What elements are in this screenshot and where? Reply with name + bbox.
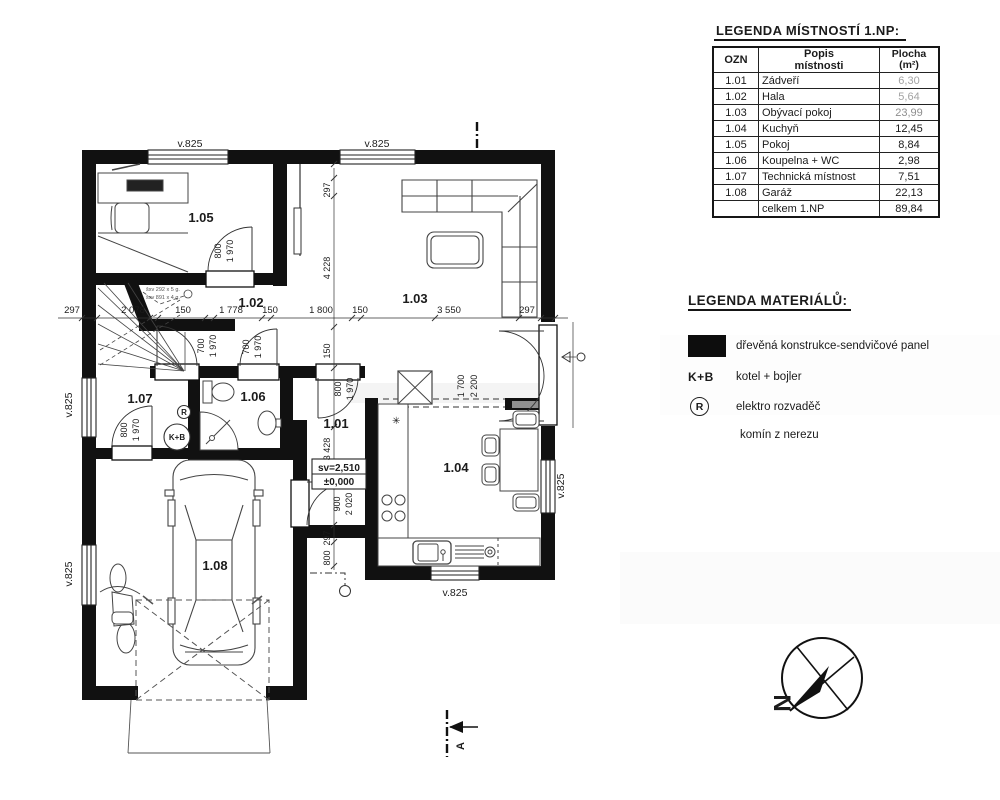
motorcycle-icon (100, 564, 140, 653)
north-label: N (768, 694, 795, 712)
dim-v-297-top: 297 (322, 182, 332, 198)
level-note-zero: ±0,000 (323, 477, 355, 488)
table-row: 1.01 Zádveří 6,30 (713, 73, 939, 89)
room-label-101: 1.01 (323, 416, 349, 431)
door-107-width: 700 (196, 338, 206, 354)
window-label-top-1: v.825 (177, 138, 203, 150)
window-label-left-2: v.825 (63, 561, 75, 587)
header-popis: Popis místnosti (759, 47, 880, 73)
door-106-width: 700 (241, 339, 251, 355)
dim-h-1778: 1 778 (219, 305, 243, 316)
dishwasher-symbol: ✳ (392, 416, 401, 427)
room-label-103: 1.03 (402, 291, 428, 306)
table-row: 1.08 Garáž 22,13 (713, 185, 939, 201)
table-row: 1.02 Hala 5,64 (713, 89, 939, 105)
driveway (128, 700, 270, 753)
door-101-width: 800 (333, 381, 343, 397)
wood-construction-swatch (688, 335, 726, 357)
table-row: 1.07 Technická místnost 7,51 (713, 169, 939, 185)
room-label-106: 1.06 (240, 389, 266, 404)
chimney-symbol (310, 573, 351, 597)
materials-legend-title: LEGENDA MATERIÁLŮ: (688, 293, 851, 311)
window-label-bottom: v.825 (442, 587, 468, 599)
dim-h-150-a: 150 (175, 305, 191, 316)
r-circle-icon: R (690, 397, 709, 416)
dining-table (500, 429, 538, 491)
dim-v-297-bottom: 297 (322, 530, 332, 546)
section-label: A (455, 742, 467, 750)
header-ozn: OZN (713, 47, 759, 73)
dim-h-297-right: 297 (519, 305, 535, 316)
dim-h-1800: 1 800 (309, 305, 333, 316)
door-105-width: 800 (213, 243, 223, 259)
dim-h-2078: 2 078 (121, 305, 145, 316)
door-height-circle (577, 353, 585, 361)
kb-symbol: K+B (688, 370, 714, 384)
room-label-104: 1.04 (443, 460, 469, 475)
window-label-right: v.825 (555, 473, 567, 499)
materials-legend (688, 292, 988, 454)
dim-h-297-left: 297 (64, 305, 80, 316)
room-label-107: 1.07 (127, 391, 153, 406)
legend-item-chimney: komín z nerezu (740, 429, 819, 441)
door-garage-107-width: 800 (119, 422, 129, 438)
door-garage-107-height: 1 970 (131, 418, 141, 442)
legend-item-wood: dřevěná konstrukce-sendvičové panel (688, 335, 988, 357)
switchboard-label: R (181, 408, 187, 417)
door-106-height: 1 970 (253, 335, 263, 359)
table-total-row: celkem 1.NP 89,84 (713, 201, 939, 218)
dim-h-3550: 3 550 (437, 305, 461, 316)
dim-v-3428: 3 428 (322, 437, 332, 461)
stair-note-2: šxv 891 x 4 g. (146, 295, 180, 301)
door-garage-height: 2 020 (344, 492, 354, 516)
bedroom-furniture (98, 164, 188, 272)
dim-h-150-c: 150 (352, 305, 368, 316)
room-legend (712, 22, 940, 218)
table-row: 1.05 Pokoj 8,84 (713, 137, 939, 153)
door-105-height: 1 970 (225, 239, 235, 263)
room-legend-table (712, 46, 940, 218)
dim-v-150: 150 (322, 343, 332, 359)
door-garage-width: 900 (332, 496, 342, 512)
level-note-height: sv=2,510 (318, 463, 360, 474)
window-label-left-1: v.825 (63, 392, 75, 418)
wall-grey-infill (512, 401, 542, 408)
header-plocha: Plocha (m²) (880, 47, 940, 73)
legend-item-boiler: K+B kotel + bojler (688, 370, 802, 384)
room-label-102: 1.02 (238, 295, 264, 310)
table-row: 1.04 Kuchyň 12,45 (713, 121, 939, 137)
table-row: 1.06 Koupelna + WC 2,98 (713, 153, 939, 169)
kitchen-opening-width: 1 700 (456, 374, 466, 398)
kitchen-opening-height: 2 200 (469, 374, 479, 398)
door-101-height: 1 970 (345, 377, 355, 401)
room-legend-title: LEGENDA MÍSTNOSTÍ 1.NP: (714, 23, 906, 41)
legend-item-switchboard: R elektro rozvaděč (688, 397, 988, 416)
window-label-top-2: v.825 (364, 138, 390, 150)
dim-v-800: 800 (322, 550, 332, 566)
dim-v-4228: 4 228 (322, 256, 332, 280)
boiler-label: K+B (168, 433, 186, 442)
table-row: 1.03 Obývací pokoj 23,99 (713, 105, 939, 121)
section-line-marks (447, 122, 478, 757)
door-107-height: 1 970 (208, 334, 218, 358)
dim-h-150-b: 150 (262, 305, 278, 316)
room-label-108: 1.08 (202, 558, 228, 573)
section-arrow (449, 721, 463, 733)
table-header-row (713, 47, 939, 73)
room-label-105: 1.05 (188, 210, 214, 225)
stair-note-1: šxv 292 x 5 g. (146, 287, 180, 293)
